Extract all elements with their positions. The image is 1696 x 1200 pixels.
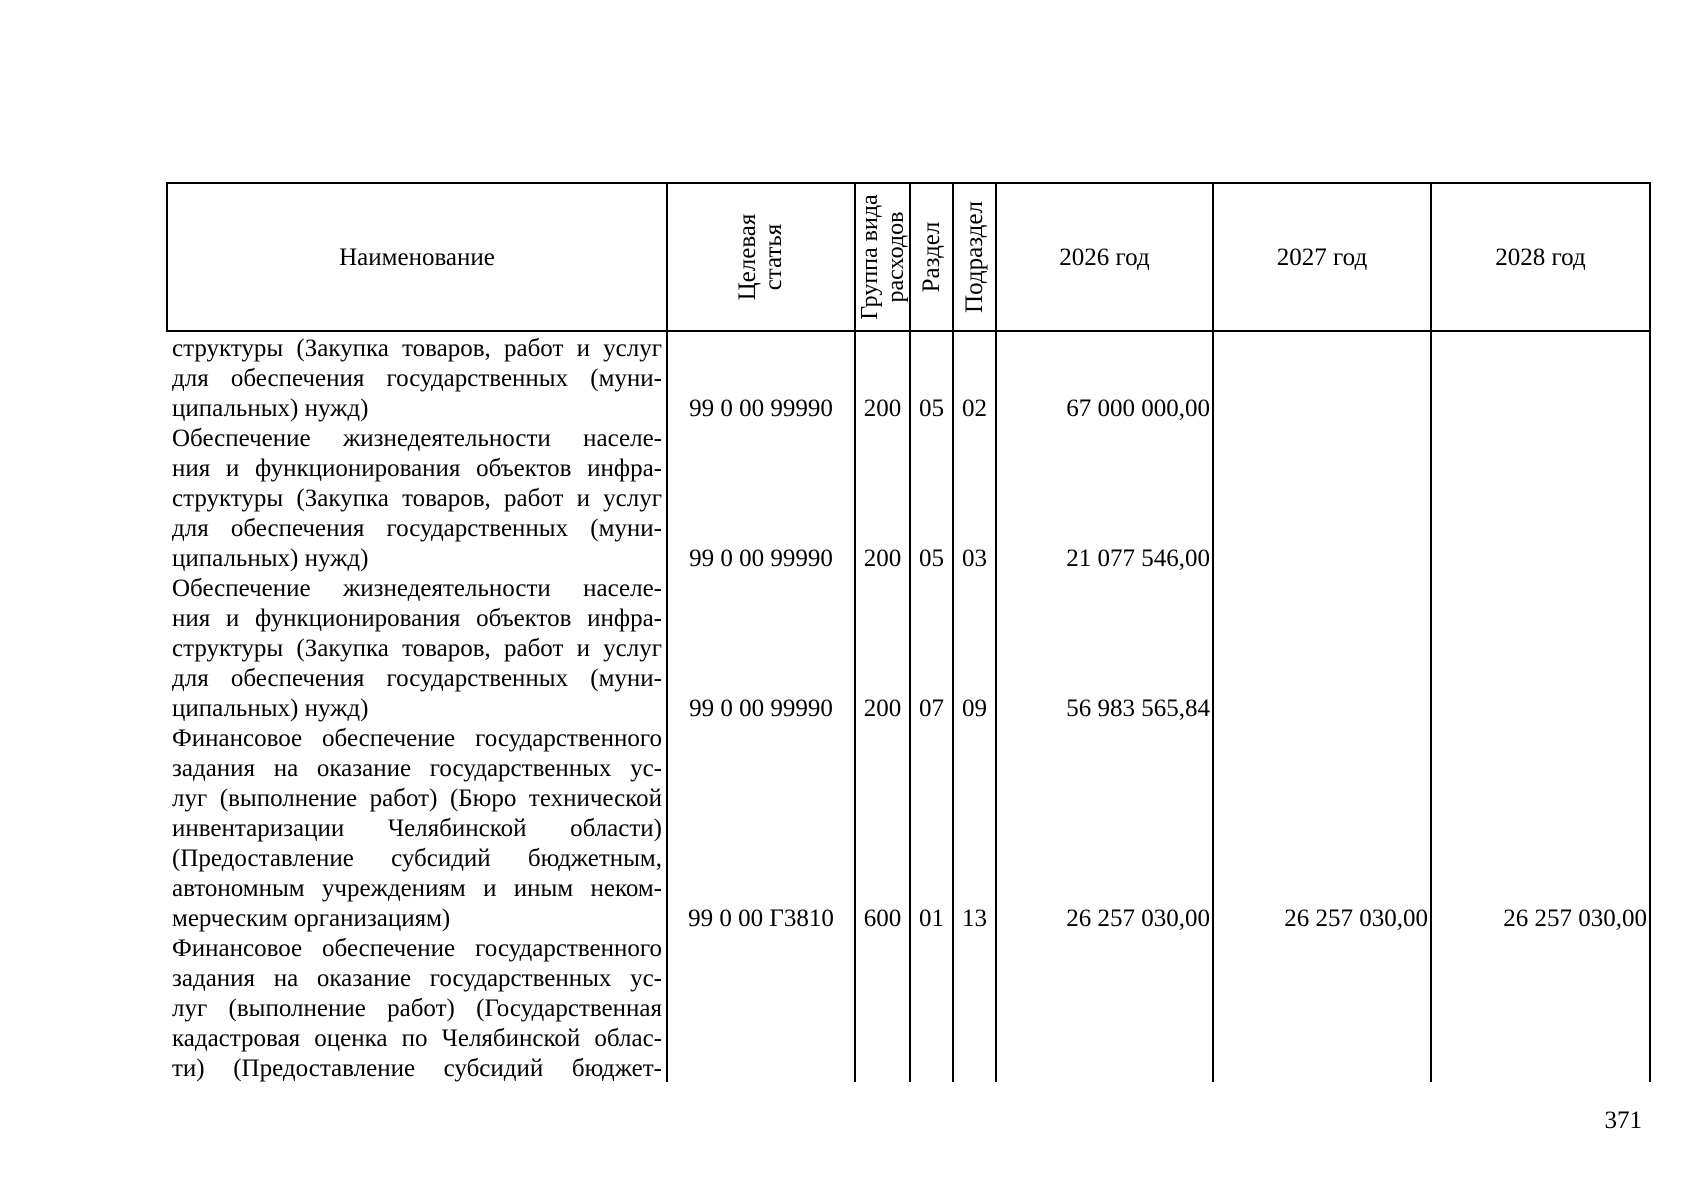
col-line-right: [1649, 182, 1651, 1082]
cell-2026: 67 000 000,00: [1066, 395, 1210, 422]
cell-expense-group: 200: [863, 395, 902, 422]
table-row-name: Обеспечение жизнедеятельности населе- ния и функционирования объектов инфра- структуры (Закупка товаров, работ и услуг для обеспечения государственных (муни- ципальных) нужд): [172, 575, 662, 722]
cell-subsection: 02: [962, 395, 987, 422]
cell-target-article: 99 0 00 Г3810: [688, 905, 834, 932]
cell-target-article: 99 0 00 99990: [689, 395, 833, 422]
header-2028: 2028 год: [1495, 243, 1586, 271]
cell-expense-group: 200: [863, 545, 902, 572]
table-row-name: Финансовое обеспечение государственного задания на оказание государственных ус- луг (выполнение работ) (Бюро технической инвентаризации Челябинской области) (Предоставление субсидий бюджетным, автономным учреждениям и иным неком- мерческим организациям): [172, 725, 662, 932]
header-name: Наименование: [339, 243, 495, 271]
header-expense-group: Группа вида расходов: [856, 194, 909, 320]
cell-subsection: 09: [962, 695, 987, 722]
cell-subsection: 13: [962, 905, 987, 932]
header-target-article: Целевая статья: [734, 213, 787, 301]
cell-target-article: 99 0 00 99990: [689, 545, 833, 572]
header-2026: 2026 год: [1059, 243, 1150, 271]
page-number: 371: [1604, 1107, 1642, 1134]
cell-expense-group: 200: [863, 695, 902, 722]
cell-section: 01: [919, 905, 944, 932]
table-row-name: Обеспечение жизнедеятельности населе- ния и функционирования объектов инфра- структуры (Закупка товаров, работ и услуг для обеспечения государственных (муни- ципальных) нужд): [172, 425, 662, 572]
cell-2028: 26 257 030,00: [1503, 905, 1647, 932]
cell-section: 05: [919, 545, 944, 572]
cell-section: 05: [919, 395, 944, 422]
header-subsection: Подраздел: [960, 201, 988, 313]
cell-section: 07: [919, 695, 944, 722]
header-section: Раздел: [917, 221, 945, 293]
budget-table: [166, 182, 1651, 1082]
header-2027: 2027 год: [1276, 243, 1368, 271]
cell-2026: 26 257 030,00: [1066, 905, 1210, 932]
cell-subsection: 03: [962, 545, 987, 572]
cell-2026: 56 983 565,84: [1066, 695, 1210, 722]
cell-target-article: 99 0 00 99990: [689, 695, 833, 722]
table-row-name: структуры (Закупка товаров, работ и услуг для обеспечения государственных (муни- ципальных) нужд): [172, 335, 662, 422]
cell-expense-group: 600: [863, 905, 902, 932]
cell-2027: 26 257 030,00: [1284, 905, 1428, 932]
cell-2026: 21 077 546,00: [1066, 545, 1210, 572]
table-row-name: Финансовое обеспечение государственного задания на оказание государственных ус- луг (выполнение работ) (Государственная кадастровая оценка по Челябинской облас- ти) (Предоставление субсидий бюджет-: [172, 935, 662, 1082]
